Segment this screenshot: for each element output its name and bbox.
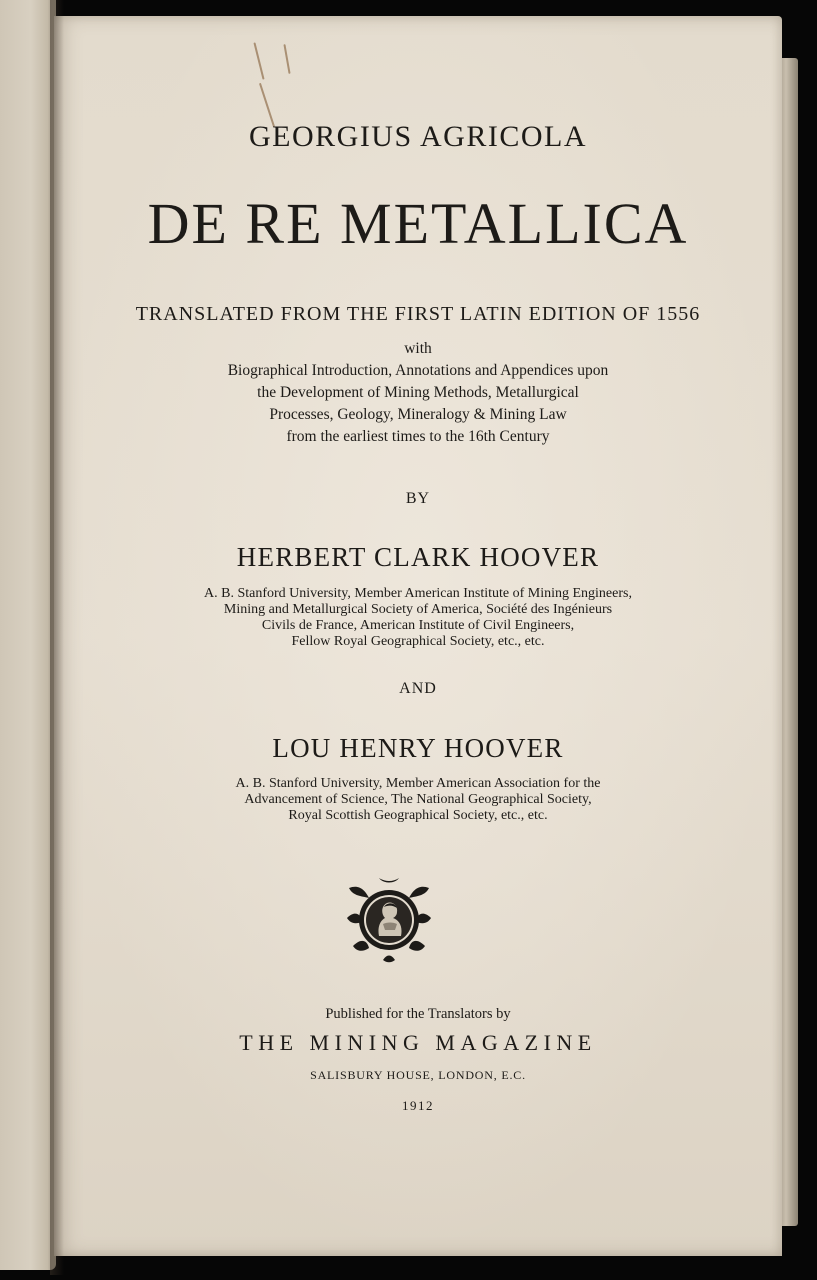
title-page <box>54 16 782 1256</box>
translator-1-credential: Civils de France, American Institute of Civil Engineers, <box>261 618 575 633</box>
description-line: from the earliest times to the 16th Century <box>286 428 550 445</box>
translator-1-name: HERBERT CLARK HOOVER <box>236 542 600 572</box>
and-word: AND <box>399 680 437 697</box>
published-line: Published for the Translators by <box>325 1006 511 1022</box>
translator-2-credential: A. B. Stanford University, Member American Association for the <box>235 776 601 791</box>
publication-year: 1912 <box>402 1098 434 1113</box>
edition-subtitle: TRANSLATED FROM THE FIRST LATIN EDITION OF 1556 <box>135 303 701 325</box>
description-line: the Development of Mining Methods, Metallurgical <box>257 384 579 401</box>
publisher-address: SALISBURY HOUSE, LONDON, E.C. <box>310 1068 526 1082</box>
book-title: DE RE METALLICA <box>147 191 689 256</box>
portrait-medallion-icon <box>343 874 435 964</box>
translator-1-credential: A. B. Stanford University, Member American Institute of Mining Engineers, <box>204 586 632 601</box>
with-word: with <box>404 340 432 357</box>
translator-1-credential: Mining and Metallurgical Society of America, Société des Ingénieurs <box>223 602 613 617</box>
description-line: Processes, Geology, Mineralogy & Mining Law <box>269 406 567 423</box>
publisher-name: THE MINING MAGAZINE <box>239 1030 597 1055</box>
translator-1-credential: Fellow Royal Geographical Society, etc., etc. <box>291 634 545 649</box>
author-header: GEORGIUS AGRICOLA <box>248 120 587 153</box>
by-word: BY <box>405 490 431 507</box>
description-line: Biographical Introduction, Annotations and Appendices upon <box>227 362 609 379</box>
translator-2-credential: Advancement of Science, The National Geographical Society, <box>244 792 592 807</box>
translator-2-name: LOU HENRY HOOVER <box>272 733 564 763</box>
page-gutter-shadow <box>50 0 64 1275</box>
left-page-edge <box>0 0 56 1270</box>
translator-2-credential: Royal Scottish Geographical Society, etc., etc. <box>288 808 548 823</box>
title-page-content <box>54 16 782 1256</box>
